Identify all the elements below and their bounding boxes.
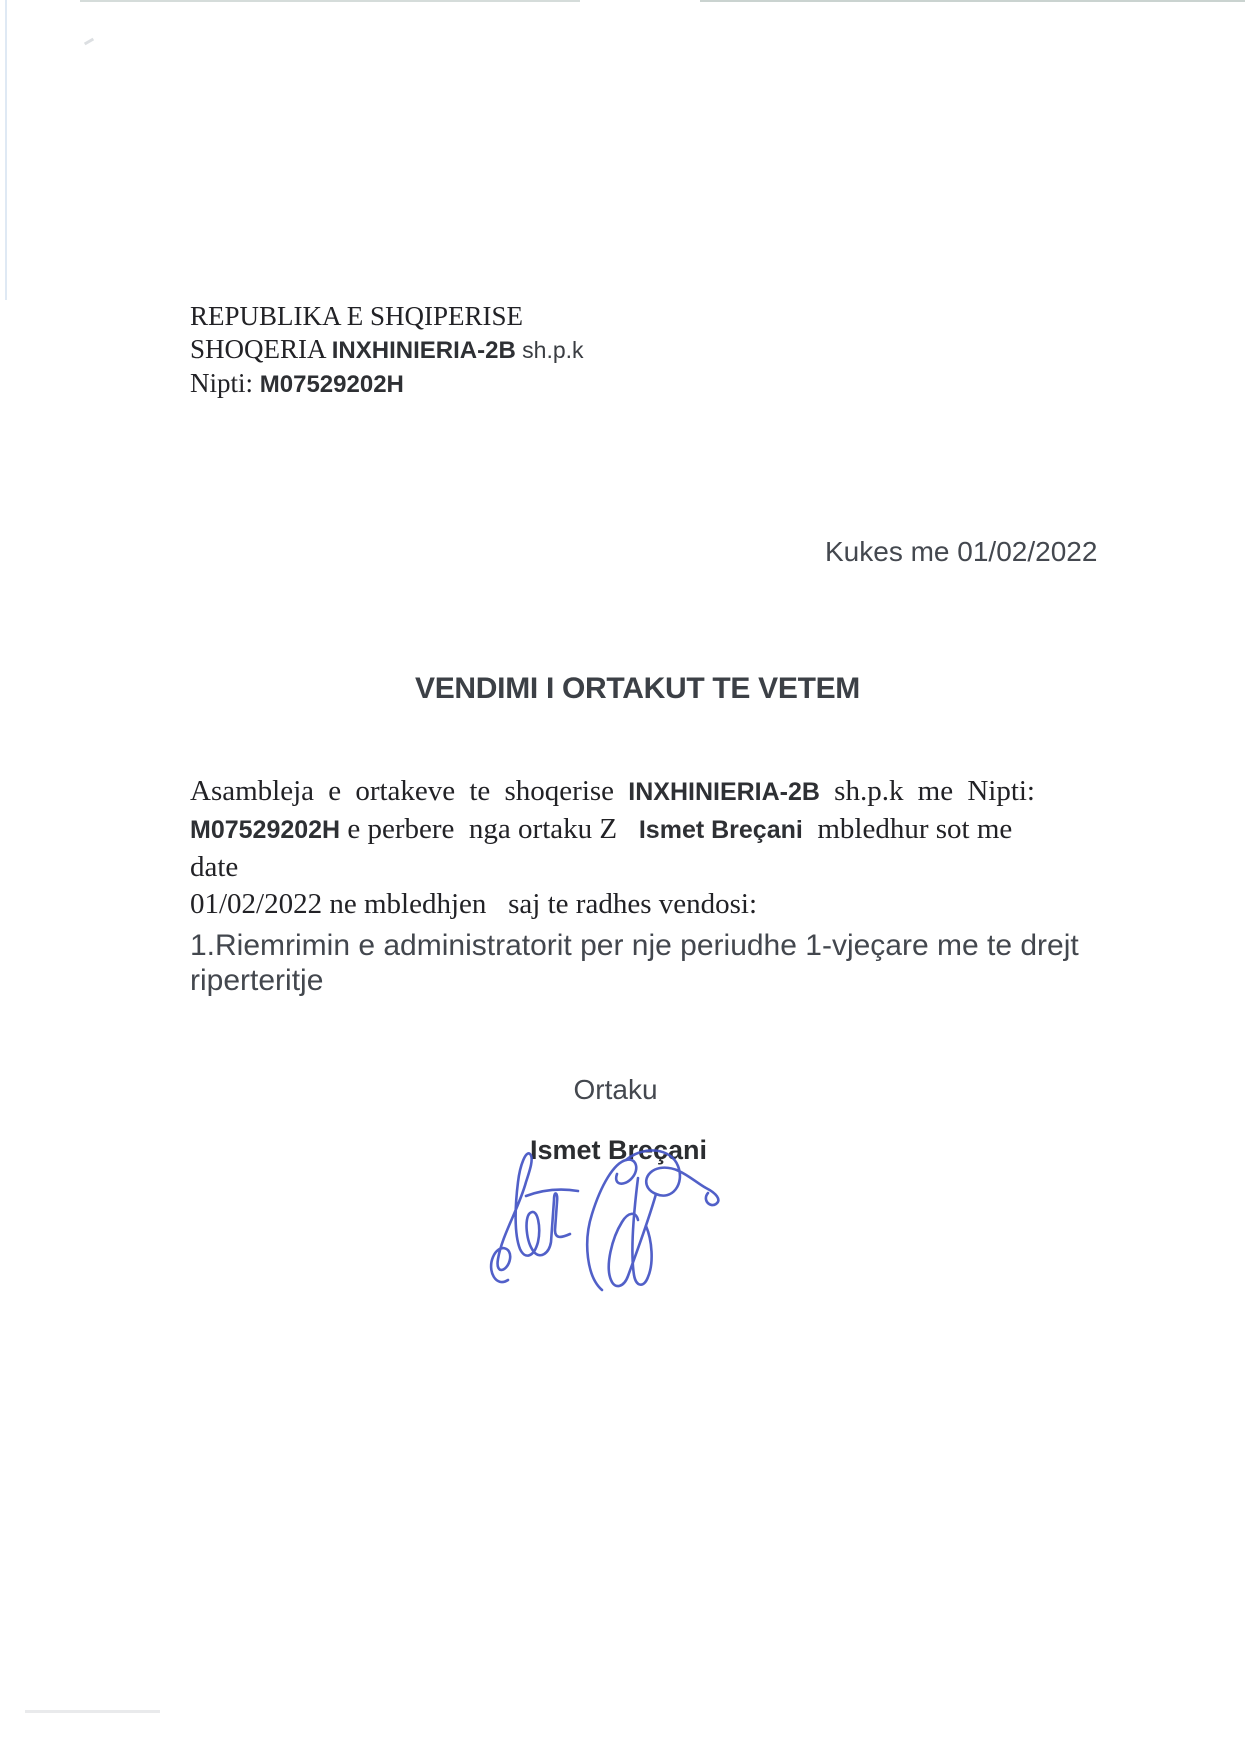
body-line1-text: Asambleja e ortakeve te shoqerise (190, 775, 629, 807)
body-line2-suffix: mbledhur sot me date (190, 813, 1020, 883)
company-prefix: SHOQERIA (190, 334, 332, 364)
scan-edge-artifact-top-2 (700, 0, 1245, 2)
body-line1-company: INXHINIERIA-2B (628, 778, 820, 806)
letterhead (190, 300, 584, 401)
body-paragraph (190, 773, 1035, 923)
decision-line-1: 1.Riemrimin e administratorit per nje periudhe 1-vjeçare me te drejt (190, 929, 1079, 962)
letterhead-company-line (190, 333, 584, 367)
body-line2-nipt: M07529202H (190, 816, 341, 844)
body-line-3: 01/02/2022 ne mbledhjen saj te radhes vendosi: (190, 888, 758, 920)
scan-edge-artifact-left (5, 0, 7, 300)
body-line1-suffix: sh.p.k me Nipti: (819, 775, 1035, 807)
body-line-1 (190, 773, 1035, 811)
body-line-2 (190, 811, 1035, 886)
handwritten-signature-ink (430, 1130, 750, 1310)
company-name: INXHINIERIA-2B (331, 337, 516, 364)
nipt-label: Nipti: (190, 368, 260, 398)
document-title: VENDIMI I ORTAKUT TE VETEM (415, 672, 860, 705)
body-line2-text: e perbere nga ortaku Z (340, 813, 639, 845)
body-line2-partner-name: Ismet Breçani (638, 816, 803, 844)
decision-item (190, 928, 1079, 998)
letterhead-nipt-line (190, 367, 584, 401)
signature-name: Ismet Breçani (529, 1135, 708, 1165)
nipt-value: M07529202H (259, 371, 404, 398)
signature-role-label: Ortaku (573, 1074, 658, 1105)
republic-name: REPUBLIKA E SHQIPERISE (190, 301, 524, 331)
decision-line-2: riperteritje (190, 964, 324, 997)
place-date-line: Kukes me 01/02/2022 (825, 536, 1098, 567)
letterhead-republic-line (190, 300, 584, 333)
scan-smudge (84, 38, 94, 46)
company-legal-form: sh.p.k (515, 337, 584, 363)
scan-edge-artifact-top-1 (80, 0, 580, 2)
scan-streak-bottom (25, 1710, 160, 1713)
